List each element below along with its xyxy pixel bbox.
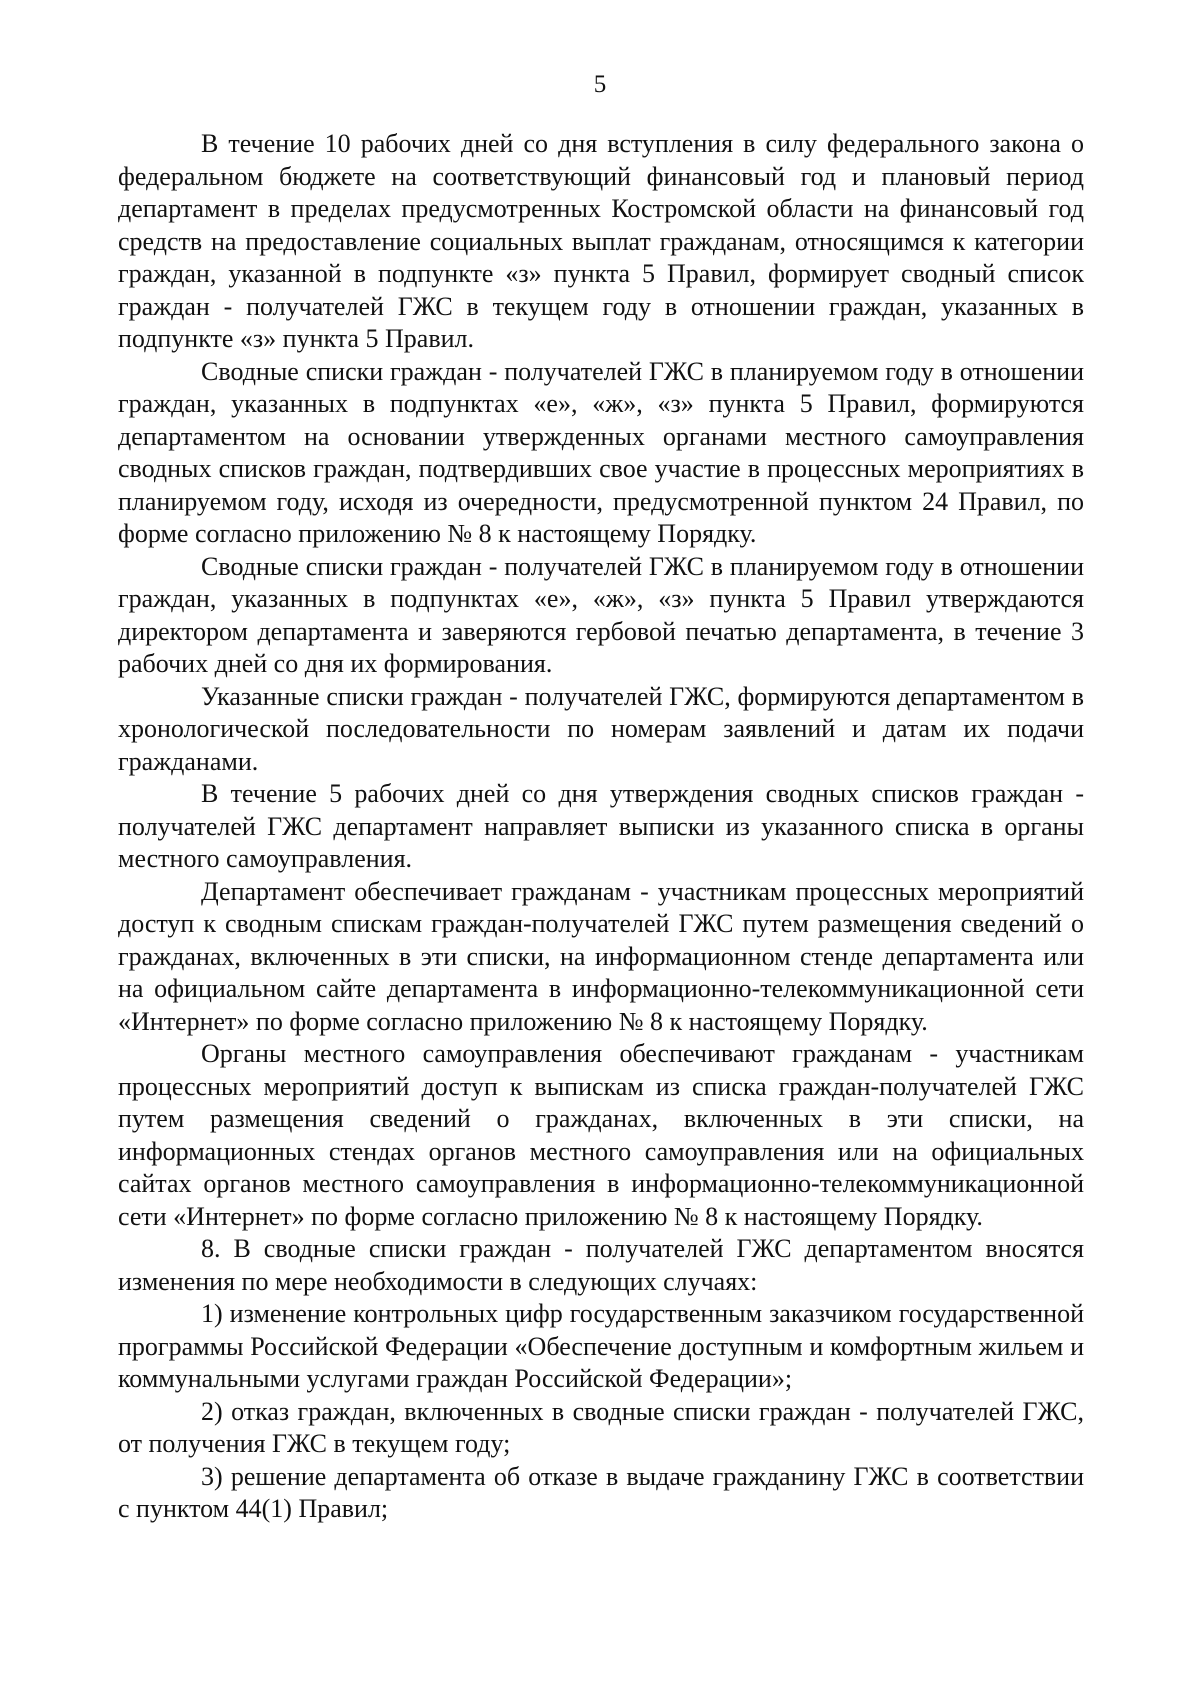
paragraph: Органы местного самоуправления обеспечивают гражданам - участникам процессных мероприятий доступ к выпискам из списка граждан-получателей ГЖС путем размещения сведений о гражданах, включенных в эти списки, на информационных стендах органов местного самоуправления или на официальных сайтах органов местного самоуправления в информационно-телекоммуникационной сети «Интернет» по форме согласно приложению № 8 к настоящему Порядку. (118, 1039, 1084, 1231)
page-number: 5 (593, 71, 607, 98)
paragraph: В течение 5 рабочих дней со дня утверждения сводных списков граждан - получателей ГЖС департамент направляет выписки из указанного списка в органы местного самоуправления. (118, 779, 1084, 873)
paragraph: Департамент обеспечивает гражданам - участникам процессных мероприятий доступ к сводным спискам граждан-получателей ГЖС путем размещения сведений о гражданах, включенных в эти списки, на информационном стенде департамента или на официальном сайте департамента в информационно-телекоммуникационной сети «Интернет» по форме согласно приложению № 8 к настоящему Порядку. (118, 876, 1084, 1036)
document-body (118, 128, 1084, 1526)
list-item: 3) решение департамента об отказе в выдаче гражданину ГЖС в соответствии с пунктом 44(1) Правил; (118, 1461, 1084, 1523)
paragraph: Указанные списки граждан - получателей ГЖС, формируются департаментом в хронологической последовательности по номерам заявлений и датам их подачи гражданами. (118, 681, 1084, 776)
list-item: 2) отказ граждан, включенных в сводные списки граждан - получателей ГЖС, от получения ГЖС в текущем году; (118, 1396, 1084, 1458)
list-item: 1) изменение контрольных цифр государственным заказчиком государственной программы Российской Федерации «Обеспечение доступным и комфортным жильем и коммунальными услугами граждан Российской Федерации»; (118, 1299, 1084, 1393)
paragraph: 8. В сводные списки граждан - получателей ГЖС департаментом вносятся изменения по мере необходимости в следующих случаях: (118, 1234, 1084, 1296)
paragraph: В течение 10 рабочих дней со дня вступления в силу федерального закона о федеральном бюджете на соответствующий финансовый год и плановый период департамент в пределах предусмотренных Костромской области на финансовый год средств на предоставление социальных выплат гражданам, относящимся к категории граждан, указанной в подпункте «з» пункта 5 Правил, формирует сводный список граждан - получателей ГЖС в текущем году в отношении граждан, указанных в подпункте «з» пункта 5 Правил. (118, 129, 1084, 353)
paragraph: Сводные списки граждан - получателей ГЖС в планируемом году в отношении граждан, указанных в подпунктах «е», «ж», «з» пункта 5 Правил утверждаются директором департамента и заверяются гербовой печатью департамента, в течение 3 рабочих дней со дня их формирования. (118, 551, 1084, 678)
paragraph: Сводные списки граждан - получателей ГЖС в планируемом году в отношении граждан, указанных в подпунктах «е», «ж», «з» пункта 5 Правил, формируются департаментом на основании утвержденных органами местного самоуправления сводных списков граждан, подтвердивших свое участие в процессных мероприятиях в планируемом году, исходя из очередности, предусмотренной пунктом 24 Правил, по форме согласно приложению № 8 к настоящему Порядку. (118, 356, 1084, 548)
